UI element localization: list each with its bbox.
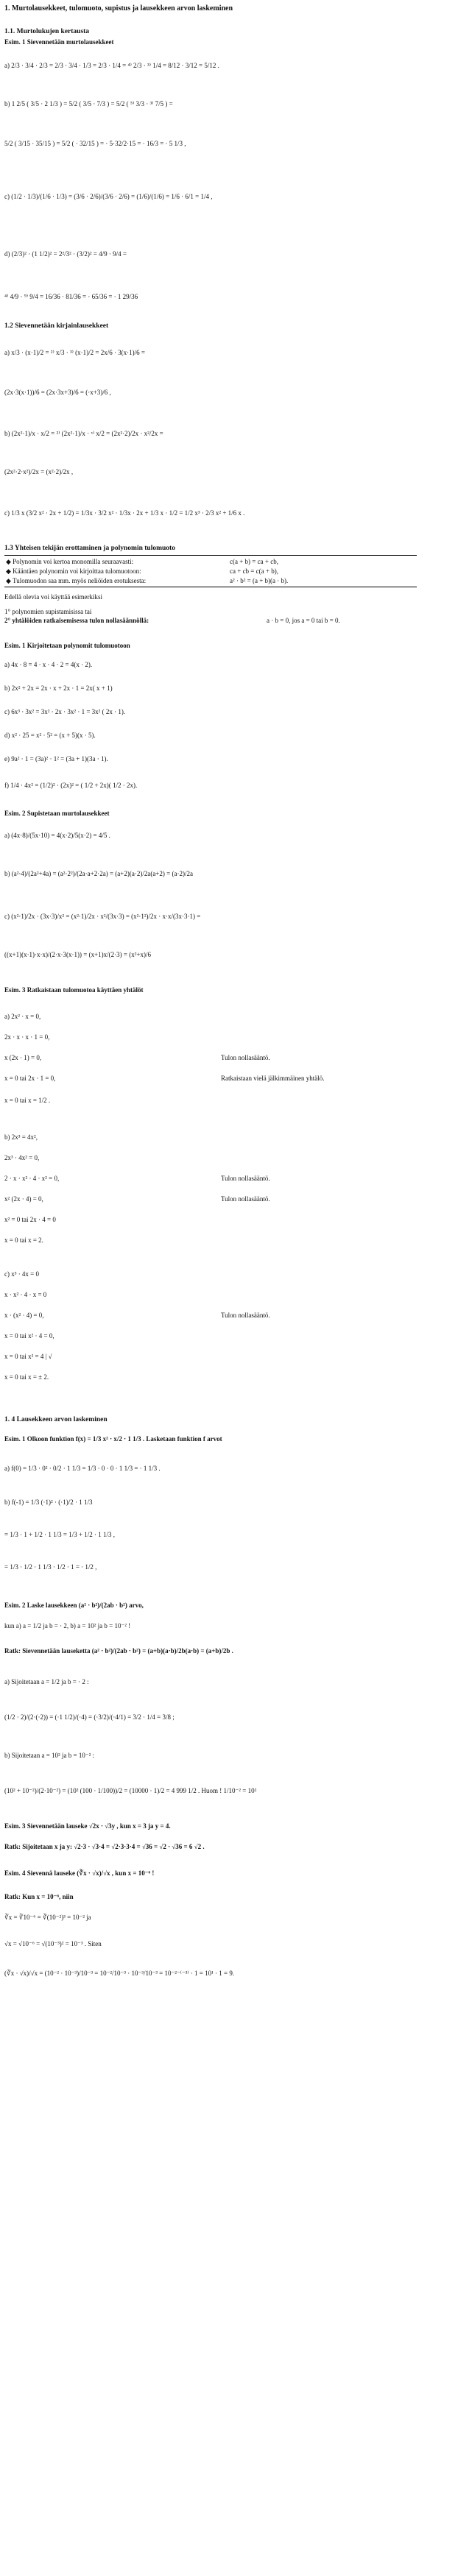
s13-ex3b-1: 2x³ · 4x² = 0, <box>4 1154 40 1161</box>
document-title: 1. Murtolausekkeet, tulomuoto, supistus ja lausekkeen arvon laskeminen <box>4 4 233 13</box>
example-1-3-3-label: Esim. 3 Ratkaistaan tulomuotoa käyttäen yhtälöt <box>4 986 144 994</box>
s13-ex1-b: b) 2x² + 2x = 2x · x + 2x · 1 = 2x( x + 1) <box>4 684 113 692</box>
s13-ex3a-3: x = 0 tai 2x · 1 = 0, <box>4 1075 56 1082</box>
s13-ex3b-4: x² = 0 tai 2x · 4 = 0 <box>4 1216 56 1223</box>
s13-ex3c-3: x = 0 tai x² · 4 = 0, <box>4 1332 54 1340</box>
section-1-3-heading: 1.3 Yhteisen tekijän erottaminen ja polynomin tulomuoto <box>4 545 175 552</box>
example-1-1-label: Esim. 1 Sievennetään murtolausekkeet <box>4 38 114 46</box>
example-1-4-3-label: Esim. 3 Sievennetään lauseke √2x · √3y , kun x = 3 ja y = 4. <box>4 1822 171 1830</box>
example-1-4-3-ratk: Ratk: Sijoitetaan x ja y: √2·3 · √3·4 = √2·3·3·4 = √36 = √2 · √36 = 6 √2 . <box>4 1843 205 1850</box>
example-1-4-1-label: Esim. 1 Olkoon funktion f(x) = 1/3 x² · x/2 · 1 1/3 . Lasketaan funktion f arvot <box>4 1435 222 1443</box>
section-1-2-heading: 1.2 Sievennetään kirjainlausekkeet <box>4 322 109 330</box>
section-1-4-heading: 1. 4 Lausekkeen arvon laskeminen <box>4 1416 108 1423</box>
bullet-1: ◆ Polynomin voi kertoa monomilla seuraavasti: <box>6 558 134 565</box>
s14-ex2-a2: (1/2 · 2)/(2·(·2)) = (·1 1/2)/(·4) = (·3/2)/(·4/1) = 3/2 · 1/4 = 3/8 ; <box>4 1713 175 1721</box>
rule-3: a² · b² = (a + b)(a · b). <box>230 577 289 584</box>
s13-ex3a-note-0: Tulon nollasääntö. <box>221 1054 270 1061</box>
s12-line-a1: a) x/3 · (x·1)/2 = ²⁾ x/3 · ³⁾ (x·1)/2 = 2x/6 · 3(x·1)/6 = <box>4 349 146 356</box>
s14-ex1-b2: = 1/3 · 1 + 1/2 · 1 1/3 = 1/3 + 1/2 · 1 1/3 , <box>4 1531 116 1538</box>
note-text: Edellä olevia voi käyttää esimerkiksi <box>4 593 102 601</box>
s11-line-b1: b) 1 2/5 ( 3/5 · 2 1/3 ) = 5/2 ( 3/5 · 7/3 ) = 5/2 ( ⁵⁾ 3/3 · ³⁾ 7/5 ) = <box>4 100 173 107</box>
s13-ex3a-0: a) 2x² · x = 0, <box>4 1013 41 1020</box>
example-1-3-2-label: Esim. 2 Supistetaan murtolausekkeet <box>4 810 110 817</box>
s13-ex3b-note-1: Tulon nollasääntö. <box>221 1195 270 1203</box>
s13-ex3c-2: x · (x² · 4) = 0, <box>4 1312 44 1319</box>
s14-ex2-b1: b) Sijoitetaan a = 10² ja b = 10⁻² : <box>4 1752 95 1759</box>
bullet-3: ◆ Tulomuodon saa mm. myös neliöiden erotuksesta: <box>6 577 147 584</box>
bullet-2: ◆ Kääntäen polynomin voi kirjoittaa tulomuotoon: <box>6 567 141 575</box>
s11-line-c: c) (1/2 · 1/3)/(1/6 · 1/3) = (3/6 · 2/6)/(3/6 · 2/6) = (1/6)/(1/6) = 1/6 · 6/1 = 1/4 , <box>4 193 213 200</box>
box-top-rule <box>4 555 417 556</box>
s13-ex1-c: c) 6x³ · 3x² = 3x² · 2x · 3x² · 1 = 3x² ( 2x · 1). <box>4 708 126 715</box>
s12-line-a2: (2x·3(x·1))/6 = (2x·3x+3)/6 = (·x+3)/6 , <box>4 389 111 396</box>
s12-line-b1: b) (2x²·1)/x · x/2 = ²⁾ (2x²·1)/x · ˣ⁾ x/2 = (2x²·2)/2x · x²/2x = <box>4 430 163 437</box>
s14-ex1-b3: = 1/3 · 1/2 · 1 1/3 · 1/2 · 1 = · 1/2 , <box>4 1563 97 1571</box>
s11-line-d2: ⁴⁾ 4/9 · ⁹⁾ 9/4 = 16/36 · 81/36 = · 65/36 = · 1 29/36 <box>4 293 138 300</box>
s14-ex4-2: √x = √10⁻⁶ = √(10⁻³)² = 10⁻³ . Siten <box>4 1940 102 1947</box>
s13-ex3c-5: x = 0 tai x = ± 2. <box>4 1373 49 1381</box>
s14-ex2-b2: (10² + 10⁻²)/(2·10⁻²) = (10² (100 · 1/100))/2 = (10000 · 1)/2 = 4 999 1/2 . Huom ! 1/10⁻² = 10² <box>4 1787 257 1794</box>
s13-ex3c-note-0: Tulon nollasääntö. <box>221 1312 270 1319</box>
s13-ex1-d: d) x² · 25 = x² · 5² = (x + 5)(x · 5). <box>4 732 96 739</box>
note-item-2: 2° yhtälöiden ratkaisemisessa tulon nollasäännöllä: <box>4 617 149 624</box>
s13-ex2-a: a) (4x·8)/(5x·10) = 4(x·2)/5(x·2) = 4/5 . <box>4 832 110 839</box>
example-1-4-2-values: kun a) a = 1/2 ja b = · 2, b) a = 10² ja b = 10⁻² ! <box>4 1622 131 1630</box>
s13-ex2-c2: ((x+1)(x·1)·x·x)/(2·x·3(x·1)) = (x+1)x/(2·3) = (x²+x)/6 <box>4 951 152 958</box>
s13-ex3b-3: x² (2x · 4) = 0, <box>4 1195 43 1203</box>
s13-ex1-a: a) 4x · 8 = 4 · x · 4 · 2 = 4(x · 2). <box>4 661 93 668</box>
s13-ex3c-0: c) x³ · 4x = 0 <box>4 1270 40 1278</box>
s13-ex3a-4: x = 0 tai x = 1/2 . <box>4 1097 51 1104</box>
section-1-1-heading: 1.1. Murtolukujen kertausta <box>4 28 90 35</box>
s14-ex4-3: (∛x · √x)/√x = (10⁻² · 10⁻³)/10⁻³ = 10⁻²/10⁻³ · 10⁻³/10⁻³ = 10⁻²⁻⁽⁻³⁾ · 1 = 10¹ · 1 = 9. <box>4 1970 235 1977</box>
rule-1: c(a + b) = ca + cb, <box>230 558 278 565</box>
s13-ex3b-2: 2 · x · x² · 4 · x² = 0, <box>4 1175 60 1182</box>
s12-line-c: c) 1/3 x (3/2 x² · 2x + 1/2) = 1/3x · 3/2 x² · 1/3x · 2x + 1/3 x · 1/2 = 1/2 x³ · 2/3 x² + 1/6 x . <box>4 509 245 517</box>
s13-ex3b-0: b) 2x³ = 4x², <box>4 1133 38 1141</box>
s11-line-d1: d) (2/3)² · (1 1/2)² = 2²/3² · (3/2)² = 4/9 · 9/4 = <box>4 250 127 258</box>
s12-line-b2: (2x²·2·x²)/2x = (x²·2)/2x , <box>4 468 74 475</box>
s13-ex3b-5: x = 0 tai x = 2. <box>4 1236 43 1244</box>
s13-ex2-c1: c) (x²·1)/2x · (3x·3)/x² = (x²·1)/2x · x²/(3x·3) = (x²·1²)/2x · x·x/(3x·3·1) = <box>4 913 201 920</box>
note-item-1: 1° polynomien supistamisissa tai <box>4 608 92 615</box>
rule-2: ca + cb = c(a + b), <box>230 567 278 575</box>
s14-ex1-a: a) f(0) = 1/3 · 0² · 0/2 · 1 1/3 = 1/3 · 0 · 0 · 1 1/3 = · 1 1/3 . <box>4 1465 161 1472</box>
s14-ex4-1: ∛x = ∛10⁻⁶ = ∛(10⁻²)³ = 10⁻² ja <box>4 1914 91 1921</box>
example-1-3-1-label: Esim. 1 Kirjoitetaan polynomit tulomuotoon <box>4 642 130 649</box>
s13-ex1-f: f) 1/4 · 4x² = (1/2)² · (2x)² = ( 1/2 + 2x)( 1/2 · 2x). <box>4 782 138 789</box>
s11-line-b2: 5/2 ( 3/15 · 35/15 ) = 5/2 ( · 32/15 ) = · 5·32/2·15 = · 16/3 = · 5 1/3 , <box>4 140 186 147</box>
s13-ex2-b: b) (a²·4)/(2a²+4a) = (a²·2²)/(2a·a+2·2a) = (a+2)(a·2)/2a(a+2) = (a·2)/2a <box>4 870 193 877</box>
s14-ex4-0: Ratk: Kun x = 10⁻⁶, niin <box>4 1893 74 1900</box>
s13-ex3c-1: x · x² · 4 · x = 0 <box>4 1291 47 1298</box>
s11-line-a: a) 2/3 · 3/4 · 2/3 = 2/3 · 3/4 · 1/3 = 2/3 · 1/4 = ⁴⁾ 2/3 · ³⁾ 1/4 = 8/12 · 3/12 = 5/12 . <box>4 62 219 69</box>
example-1-4-2-label: Esim. 2 Laske lausekkeen (a² · b²)/(2ab · b²) arvo, <box>4 1602 144 1609</box>
note-item-2-rule: a · b = 0, jos a = 0 tai b = 0. <box>267 617 340 624</box>
s13-ex3c-4: x = 0 tai x² = 4 | √ <box>4 1353 52 1360</box>
s13-ex3a-2: x (2x · 1) = 0, <box>4 1054 42 1061</box>
example-1-4-4-label: Esim. 4 Sievennä lauseke (∛x · √x)/√x , kun x = 10⁻⁶ ! <box>4 1869 155 1877</box>
s13-ex3a-1: 2x · x · x · 1 = 0, <box>4 1033 50 1041</box>
s13-ex1-e: e) 9a² · 1 = (3a)² · 1² = (3a + 1)(3a · 1). <box>4 755 108 762</box>
s13-ex3b-note-0: Tulon nollasääntö. <box>221 1175 270 1182</box>
s14-ex1-b1: b) f(-1) = 1/3 (·1)² · (·1)/2 · 1 1/3 <box>4 1498 93 1506</box>
ratk-simplify: Ratk: Sievennetään lauseketta (a² · b²)/(2ab · b²) = (a+b)(a·b)/2b(a·b) = (a+b)/2b . <box>4 1647 233 1655</box>
s13-ex3a-note-1: Ratkaistaan vielä jälkimmäinen yhtälö. <box>221 1075 325 1082</box>
s14-ex2-a1: a) Sijoitetaan a = 1/2 ja b = · 2 : <box>4 1678 89 1685</box>
